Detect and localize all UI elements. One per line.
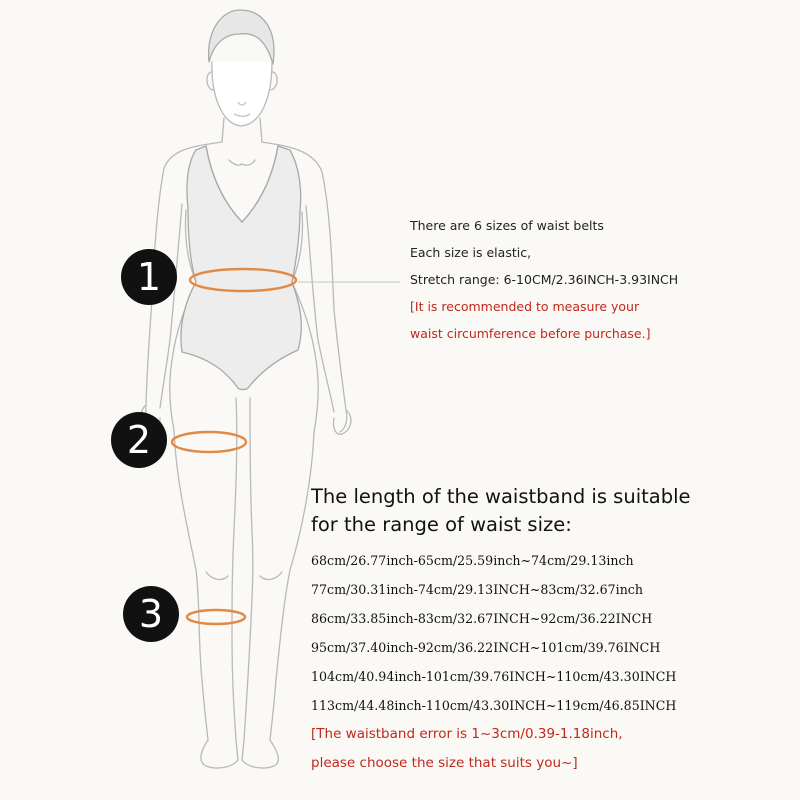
marker-1: 1 [121,249,177,305]
marker-2: 2 [111,412,167,468]
size-row: 104cm/40.94inch-101cm/39.76INCH~110cm/43.30INCH [311,669,677,684]
size-row: 113cm/44.48inch-110cm/43.30INCH~119cm/46.85INCH [311,698,677,713]
info-line-recommend: [It is recommended to measure your [410,299,640,314]
size-row: 95cm/37.40inch-92cm/36.22INCH~101cm/39.76INCH [311,640,661,655]
size-rows [311,546,796,778]
size-row: 77cm/30.31inch-74cm/29.13INCH~83cm/32.67inch [311,582,643,597]
size-heading-line2: for the range of waist size: [311,513,572,536]
info-line-stretch: Stretch range: 6-10CM/2.36INCH-3.93INCH [410,272,679,287]
info-line-measure: waist circumference before purchase.] [410,326,651,341]
error-note-line2: please choose the size that suits you~] [311,755,578,771]
marker-3: 3 [123,586,179,642]
knee-band-3 [187,610,245,624]
size-row: 68cm/26.77inch-65cm/25.59inch~74cm/29.13inch [311,553,634,568]
size-heading-line1: The length of the waistband is suitable [311,485,691,508]
info-line-sizes: There are 6 sizes of waist belts [410,218,604,233]
waist-belt-info [410,218,790,353]
info-line-elastic: Each size is elastic, [410,245,532,260]
thigh-band-2 [172,432,246,452]
size-row: 86cm/33.85inch-83cm/32.67INCH~92cm/36.22INCH [311,611,653,626]
error-note-line1: [The waistband error is 1~3cm/0.39-1.18inch, [311,726,623,742]
size-range-section [311,483,796,778]
